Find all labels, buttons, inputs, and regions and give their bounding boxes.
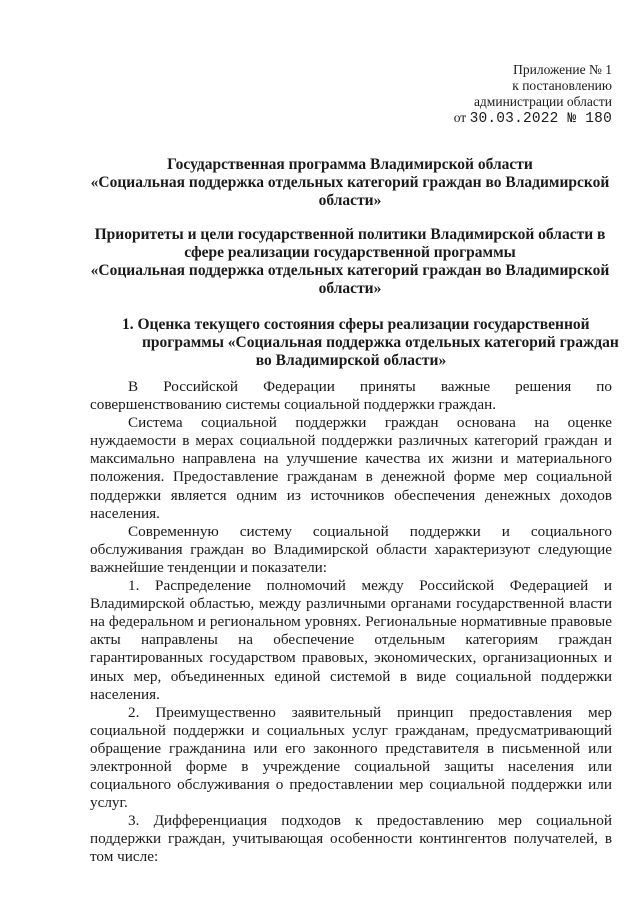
annex-date-prefix: от [453, 110, 467, 125]
program-title-line: Государственная программа Владимирской области [167, 156, 533, 173]
paragraph: Современную систему социальной поддержки и социального обслуживания граждан во Владимирской области характеризуют следующие важнейшие тенденции и показатели: [90, 522, 612, 576]
body-text [90, 378, 612, 867]
priorities-title [90, 226, 610, 298]
annex-date-line [454, 110, 612, 127]
annex-reference [454, 62, 612, 127]
paragraph: В Российской Федерации приняты важные решения по совершенствованию системы социальной поддержки граждан. [90, 378, 612, 414]
paragraph: 1. Распределение полномочий между Российской Федерацией и Владимирской областью, между различными органами государственной власти на федеральном и региональном уровнях. Региональные нормативные правовые акты направлены на обеспечение отдельным категориям граждан гарантированных государством правовых, экономических, организационных и иных мер, объединенных единой системой в виде социальной поддержки населения. [90, 577, 612, 703]
priorities-title-line: области» [318, 280, 382, 297]
annex-to-resolution: к постановлению [512, 78, 612, 93]
program-title-line: «Социальная поддержка отдельных категорий граждан во Владимирской [90, 174, 610, 191]
annex-administration: администрации области [473, 94, 612, 109]
paragraph: Система социальной поддержки граждан основана на оценке нуждаемости в мерах социальной поддержки различных категорий граждан и максимально направлена на улучшение качества их жизни и материального положения. Предоставление гражданам в денежной форме мер социальной поддержки является одним из источников обеспечения денежных доходов населения. [90, 414, 612, 522]
section-heading-1 [122, 316, 620, 370]
annex-date-stamp: 30.03.2022 № 180 [469, 111, 612, 127]
priorities-title-line: сфере реализации государственной программы [184, 244, 516, 261]
priorities-title-line: Приоритеты и цели государственной политики Владимирской области в [94, 226, 606, 243]
section-heading-line: программы «Социальная поддержка отдельных категорий граждан [142, 334, 619, 351]
section-heading-line: во Владимирской области» [255, 352, 447, 369]
paragraph: 2. Преимущественно заявительный принцип предоставления мер социальной поддержки и социальных услуг гражданам, предусматривающий обращение гражданина или его законного представителя в письменной или электронной форме в учреждение социальной защиты населения или социального обслуживания о предоставлении мер социальной поддержки или услуг. [90, 703, 612, 812]
annex-number: Приложение № 1 [513, 62, 612, 77]
paragraph: 3. Дифференциация подходов к предоставлению мер социальной поддержки граждан, учитывающая особенности контингентов получателей, в том числе: [90, 812, 612, 866]
section-heading-line: 1. Оценка текущего состояния сферы реализации государственной [122, 316, 590, 333]
program-title [90, 156, 610, 210]
program-title-line: области» [318, 192, 382, 209]
priorities-title-line: «Социальная поддержка отдельных категорий граждан во Владимирской [90, 262, 610, 279]
